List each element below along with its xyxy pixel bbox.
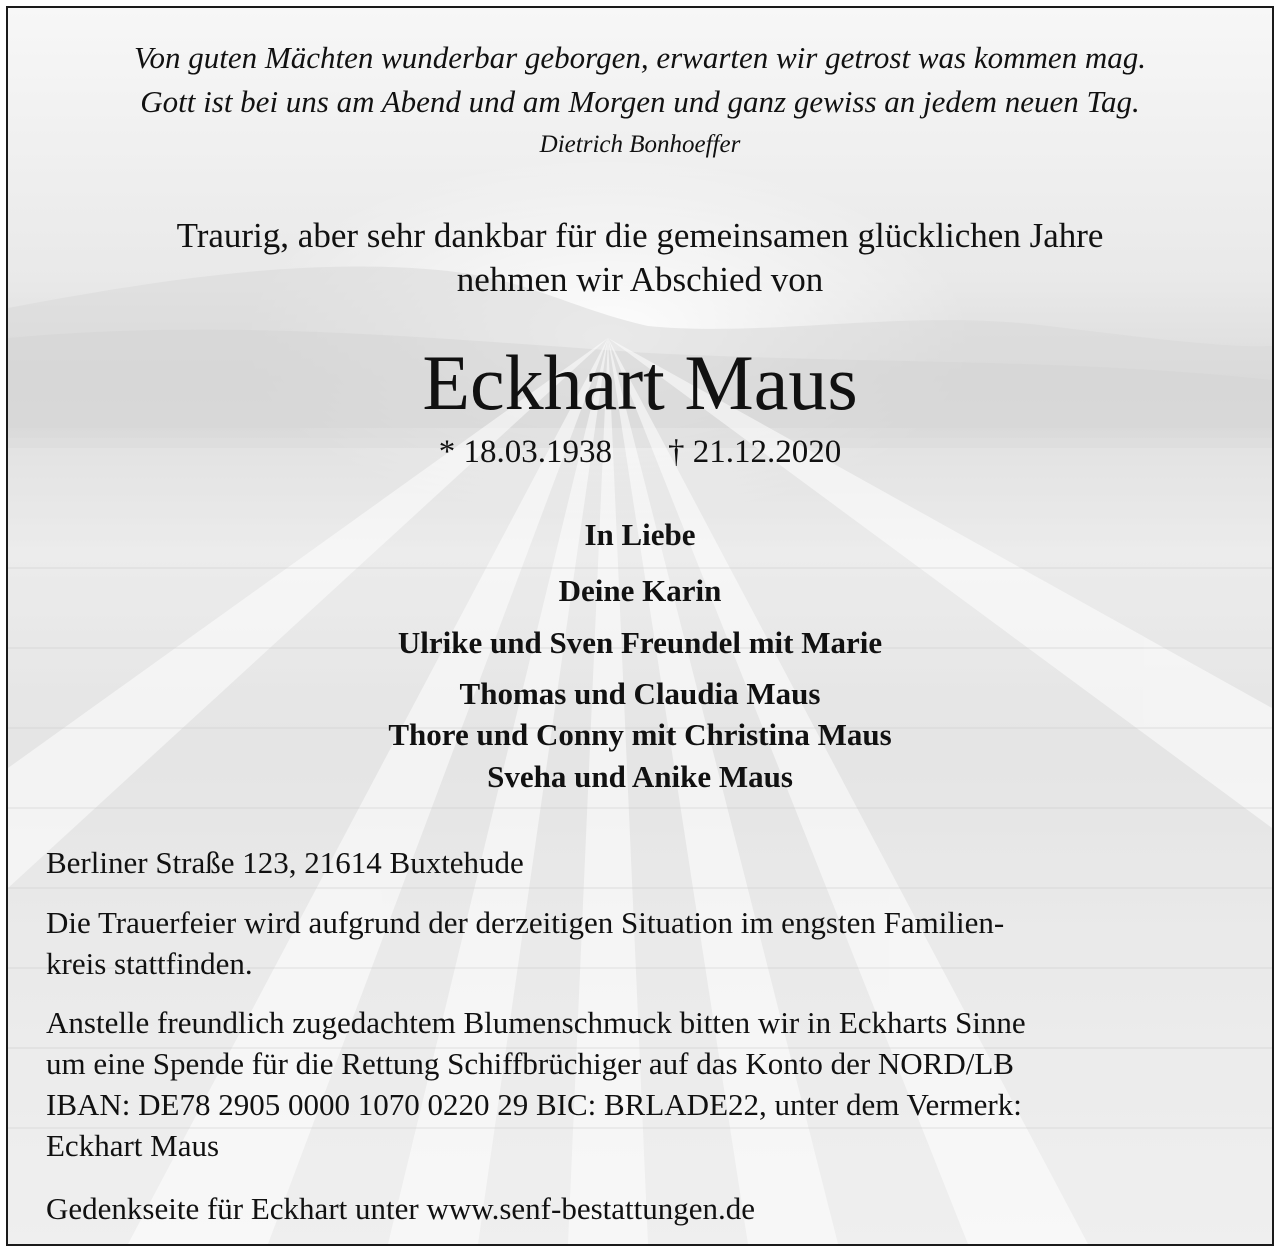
donation-notice [46, 1002, 1236, 1166]
address: Berliner Straße 123, 21614 Buxtehude [46, 845, 524, 880]
poem-author: Dietrich Bonhoeffer [539, 131, 741, 158]
donation-line-3: IBAN: DE78 2905 0000 1070 0220 29 BIC: BRLADE22, unter dem Vermerk: [46, 1087, 1022, 1122]
intro-line-1: Traurig, aber sehr dankbar für die gemeinsamen glücklichen Jahre [176, 216, 1104, 255]
poem-line-1: Von guten Mächten wunderbar geborgen, erwarten wir getrost was kommen mag. [134, 40, 1146, 75]
funeral-notice [46, 902, 1236, 984]
poem-line-2: Gott ist bei uns am Abend und am Morgen und ganz gewiss an jedem neuen Tag. [140, 84, 1140, 119]
family-member: Sveha und Anike Maus [487, 759, 793, 794]
family-member: Thomas und Claudia Maus [459, 676, 821, 711]
obituary-card [6, 6, 1274, 1246]
birth-date: * 18.03.1938 [438, 434, 612, 470]
funeral-line-1: Die Trauerfeier wird aufgrund der derzeitigen Situation im engsten Familien- [46, 905, 1005, 940]
family-member: Deine Karin [558, 573, 722, 608]
intro-line-2: nehmen wir Abschied von [456, 260, 824, 299]
memorial-page-link[interactable]: Gedenkseite für Eckhart unter www.senf-bestattungen.de [46, 1191, 756, 1226]
family-member: Ulrike und Sven Freundel mit Marie [397, 625, 883, 660]
intro-text [8, 214, 1272, 302]
in-love-heading: In Liebe [584, 517, 696, 552]
poem-quote [8, 36, 1272, 124]
funeral-line-2: kreis stattfinden. [46, 946, 253, 981]
family-member: Thore und Conny mit Christina Maus [388, 717, 892, 752]
life-dates [8, 432, 1272, 472]
death-date: † 21.12.2020 [668, 434, 842, 470]
donation-line-2: um eine Spende für die Rettung Schiffbrüchiger auf das Konto der NORD/LB [46, 1046, 1014, 1081]
donation-line-4: Eckhart Maus [46, 1128, 220, 1163]
obituary-content [8, 8, 1272, 1244]
donation-line-1: Anstelle freundlich zugedachtem Blumenschmuck bitten wir in Eckharts Sinne [46, 1005, 1026, 1040]
deceased-name: Eckhart Maus [422, 339, 858, 426]
